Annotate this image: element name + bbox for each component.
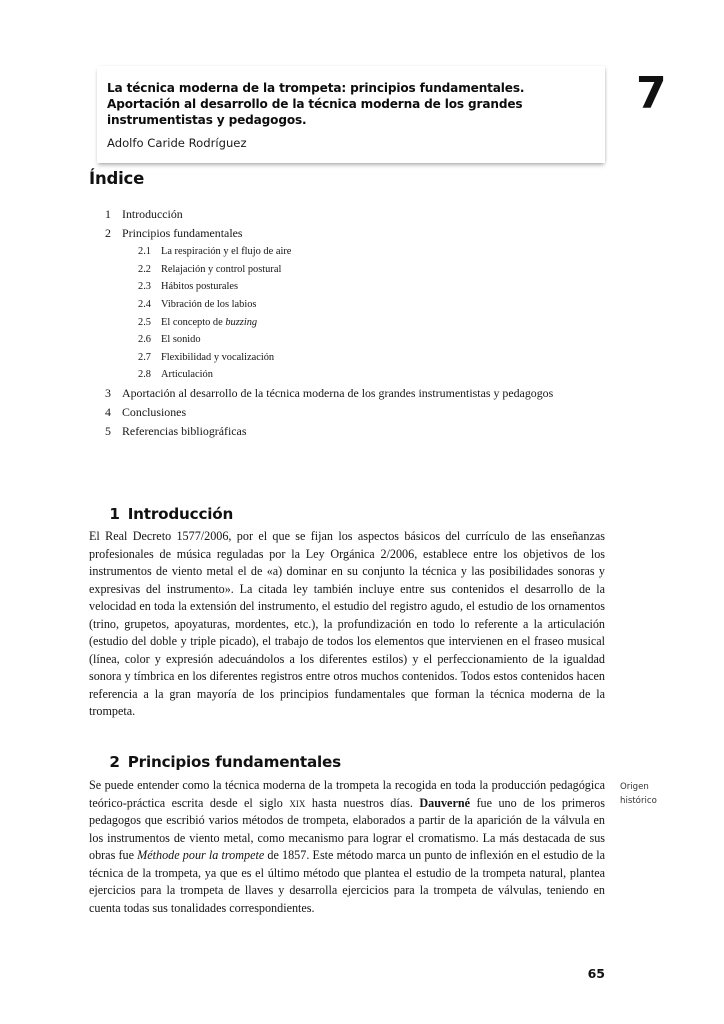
section-2-body <box>89 777 605 917</box>
index-item-label: Introducción <box>122 207 183 221</box>
paragraph-introduccion: El Real Decreto 1577/2006, por el que se fijan los aspectos básicos del currículo de las enseñanzas profesionales de música reguladas por la Ley Orgánica 2/2006, establece entre los objetivos de los instrumentos de viento metal el de «a) dominar en su conjunto la técnica y las posibilidades sonoras y expresivas del instrumento». La citada ley también incluye entre sus contenidos el desarrollo de la velocidad en toda la extensión del instrumento, el estudio del registro agudo, el estudio de los ornamentos (trino, grupetos, apoyaturas, mordentes, etc.), la profundización en todo lo referente a la articulación (estudio del doble y triple picado), el trabajo de todos los elementos que intervienen en el fraseo musical (línea, color y expresión adecuándolos a los diferentes estilos) y el perfeccionamiento de la igualdad sonora y tímbrica en los diferentes registros entre otros muchos contenidos. Todos estos contenidos hacen referencia a la gran mayoría de los principios fundamentales que forman la técnica moderna de la trompeta. <box>89 529 605 719</box>
chapter-header <box>0 66 724 158</box>
text-run: Se puede entender como la técnica moderna de la trompeta la recogida en toda la producción pedagógica teórico-práctica escrita desde el siglo <box>89 778 605 810</box>
index-item[interactable] <box>89 243 605 261</box>
section-number-1: 1 <box>109 505 120 524</box>
index-item-label: Flexibilidad y vocalización <box>161 351 275 363</box>
index-item-label: Principios fundamentales <box>122 226 243 241</box>
index-item-number: 2.1 <box>138 246 151 258</box>
index-item[interactable] <box>89 349 605 367</box>
chapter-number: 7 <box>636 68 667 119</box>
index-item-number: 3 <box>105 385 111 400</box>
index-item[interactable] <box>89 314 605 332</box>
index-item[interactable] <box>89 422 605 441</box>
page-number: 65 <box>587 966 605 981</box>
index-item[interactable] <box>89 403 605 422</box>
index-item-number: 2.2 <box>138 263 151 275</box>
section-title-1: Introducción <box>127 505 234 524</box>
index-item-label: Relajación y control postural <box>161 263 282 275</box>
paragraph-principios <box>89 777 605 917</box>
index-item-number: 4 <box>105 405 111 420</box>
margin-note-line-2: histórico <box>620 795 657 806</box>
index-heading: Índice <box>89 169 145 188</box>
section-number-2: 2 <box>109 753 120 772</box>
index-item-number: 2.4 <box>138 298 151 310</box>
section-1-body <box>89 528 605 721</box>
index-item-label-italic: buzzing <box>225 316 258 328</box>
index-item[interactable] <box>89 261 605 279</box>
index-item-label: Referencias bibliográficas <box>122 424 247 439</box>
century-smallcaps: xix <box>289 795 306 810</box>
chapter-author: Adolfo Caride Rodríguez <box>107 136 247 151</box>
index-item-number: 2.7 <box>138 351 151 363</box>
index-item[interactable] <box>89 278 605 296</box>
index-item-label: El sonido <box>161 334 201 346</box>
index-item[interactable] <box>89 366 605 384</box>
index-item-label: Vibración de los labios <box>161 298 257 310</box>
index-item-number: 2.6 <box>138 334 151 346</box>
index-item[interactable] <box>89 205 605 224</box>
work-title-methode: Méthode pour la trompete <box>137 848 265 863</box>
index-item-number: 2 <box>105 226 111 241</box>
index-item-label: La respiración y el flujo de aire <box>161 246 292 258</box>
index-item-number: 1 <box>105 207 111 221</box>
emphasis-dauverne: Dauverné <box>419 795 470 810</box>
text-run: hasta nuestros días. <box>305 795 420 810</box>
index-item-label: Articulación <box>161 369 213 381</box>
index-item[interactable] <box>89 331 605 349</box>
index-list <box>89 205 605 441</box>
index-item[interactable] <box>89 296 605 314</box>
text-run: de 1857. Este método marca un punto de inflexión en el estudio de la técnica de la trompeta, ya que es el último método que plantea el estudio de la trompeta natural, plantea ejercicios para la trompeta de llaves y desarrolla ejercicios para la trompeta de válvulas, teniendo en cuenta todas sus tonalidades correspondientes. <box>89 848 605 915</box>
index-item-number: 5 <box>105 424 111 439</box>
chapter-title-box <box>97 66 605 163</box>
index-item-number: 2.8 <box>138 369 151 381</box>
index-item[interactable] <box>89 384 605 403</box>
chapter-title: La técnica moderna de la trompeta: principios fundamentales. Aportación al desarrollo de la técnica moderna de los grandes instrumentistas y pedagogos. <box>107 81 525 128</box>
margin-note-line-1: Origen <box>620 782 649 792</box>
index-item-number: 2.5 <box>138 316 151 328</box>
index-item-number: 2.3 <box>138 281 151 293</box>
margin-note <box>620 781 710 808</box>
section-title-2: Principios fundamentales <box>127 753 341 772</box>
index-item-label: Conclusiones <box>122 405 187 420</box>
index-item-label: Aportación al desarrollo de la técnica moderna de los grandes instrumentistas y pedagogos <box>122 385 554 400</box>
index-item[interactable] <box>89 224 605 243</box>
text-run: fue uno de los primeros pedagogos que escribió varios métodos de trompeta, elaborados a partir de la aparición de la válvula en los instrumentos de viento metal, como mecanismo para lograr el cromatismo. La más destacada de sus obras fue <box>89 795 605 863</box>
index-item-label: El concepto de buzzing <box>161 316 258 328</box>
index-item-label: Hábitos posturales <box>161 281 239 293</box>
